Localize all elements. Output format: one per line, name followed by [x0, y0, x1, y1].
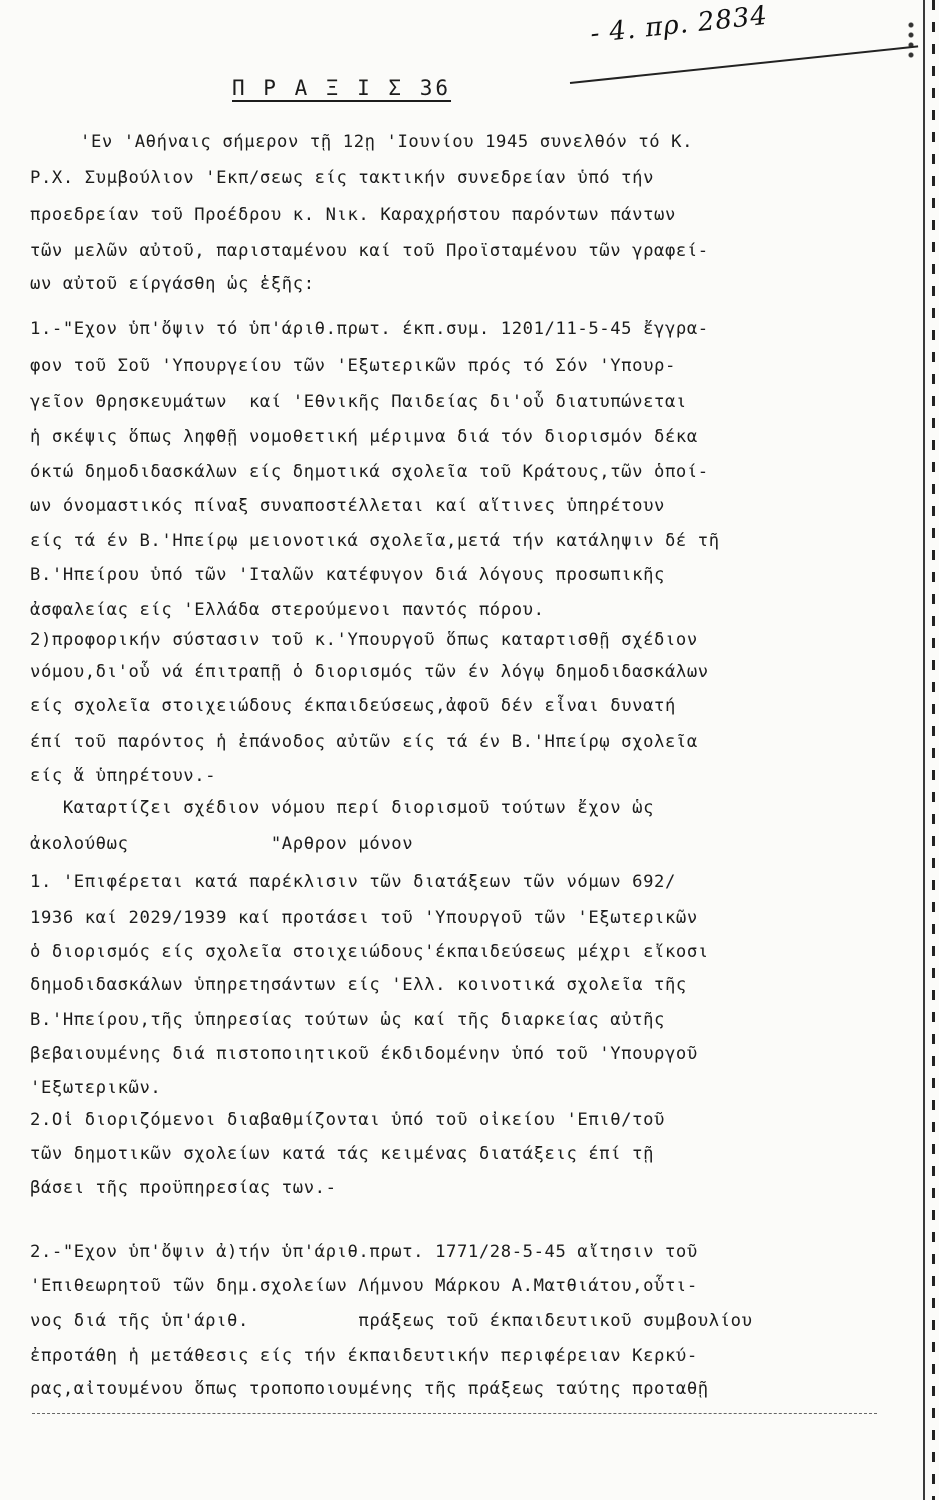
text-line: 2.-"Εχον ὑπ'ὄψιν ἀ)τήν ὑπ'άριθ.πρωτ. 1771/28-5-45 αἴτησιν τοῦ	[30, 1242, 698, 1262]
handwritten-annotation: - 4. πρ. 2834	[588, 0, 770, 50]
annotation-underline	[570, 45, 918, 84]
text-line: 1936 καί 2029/1939 καί προτάσει τοῦ 'Υπουργοῦ τῶν 'Εξωτερικῶν	[30, 908, 698, 928]
text-line: τῶν μελῶν αὐτοῦ, παρισταμένου καί τοῦ Προϊσταμένου τῶν γραφεί-	[30, 241, 709, 261]
text-line: Β.'Ηπείρου ὑπό τῶν 'Ιταλῶν κατέφυγον διά λόγους προσωπικῆς	[30, 565, 665, 585]
text-line: είς τά έν Β.'Ηπείρῳ μειονοτικά σχολεῖα,μετά τήν κατάληψιν δέ τῆ	[30, 531, 720, 551]
text-line: Καταρτίζει σχέδιον νόμου περί διορισμοῦ τούτων ἔχον ὡς	[30, 798, 655, 818]
text-line: βεβαιουμένης διά πιστοποιητικοῦ έκδιδομένην ὑπό τοῦ 'Υπουργοῦ	[30, 1044, 698, 1064]
text-line: ων αὐτοῦ είργάσθη ὡς ἑξῆς:	[30, 274, 315, 294]
text-line: είς σχολεῖα στοιχειώδους έκπαιδεύσεως,ἀφοῦ δέν εἶναι δυνατή	[30, 696, 676, 716]
text-line: 'Επιθεωρητοῦ τῶν δημ.σχολείων Λήμνου Μάρκου Α.Ματθιάτου,οὗτι-	[30, 1276, 698, 1296]
text-line: νος διά τῆς ὑπ'άριθ. πράξεως τοῦ έκπαιδευτικοῦ συμβουλίου	[30, 1311, 753, 1331]
text-line: όκτώ δημοδιδασκάλων είς δημοτικά σχολεῖα τοῦ Κράτους,τῶν ὁποί-	[30, 462, 709, 482]
text-line: νόμου,δι'οὗ νά έπιτραπῇ ὁ διορισμός τῶν έν λόγῳ δημοδιδασκάλων	[30, 662, 709, 682]
text-line: έπί τοῦ παρόντος ἡ ἐπάνοδος αὐτῶν είς τά έν Β.'Ηπείρῳ σχολεῖα	[30, 732, 698, 752]
page-title: Π Ρ Α Ξ Ι Σ 36	[232, 76, 452, 100]
text-line: ἀσφαλείας είς 'Ελλάδα στερούμενοι παντός πόρου.	[30, 600, 545, 620]
text-line: 2.Οἱ διοριζόμενοι διαβαθμίζονται ὑπό τοῦ οἰκείου 'Επιθ/τοῦ	[30, 1110, 665, 1130]
text-line: ἀκολούθως "Αρθρον μόνον	[30, 834, 414, 854]
text-line: 'Εν 'Αθήναις σήμερον τῇ 12ῃ 'Ιουνίου 1945 συνελθόν τό Κ.	[80, 132, 694, 152]
text-line: Ρ.Χ. Συμβούλιον 'Εκπ/σεως είς τακτικήν συνεδρείαν ὑπό τήν	[30, 168, 655, 188]
text-line: τῶν δημοτικῶν σχολείων κατά τάς κειμένας διατάξεις έπί τῇ	[30, 1144, 655, 1164]
text-line: γεῖον Θρησκευμάτων καί 'Εθνικῆς Παιδείας δι'οὗ διατυπώνεται	[30, 392, 687, 412]
text-line: ὁ διορισμός είς σχολεῖα στοιχειώδους'έκπαιδεύσεως μέχρι εἴκοσι	[30, 942, 709, 962]
page-edge-line	[923, 0, 925, 1500]
text-line: προεδρείαν τοῦ Προέδρου κ. Νικ. Καραχρήστου παρόντων πάντων	[30, 205, 676, 225]
page-bottom-rule	[32, 1413, 877, 1415]
text-line: βάσει τῆς προϋπηρεσίας των.-	[30, 1178, 337, 1198]
binding-holes	[907, 20, 915, 60]
text-line: φον τοῦ Σοῦ 'Υπουργείου τῶν 'Εξωτερικῶν πρός τό Σόν 'Υπουρ-	[30, 356, 676, 376]
text-line: ρας,αἰτουμένου ὅπως τροποποιουμένης τῆς πράξεως ταύτης προταθῇ	[30, 1379, 709, 1399]
text-line: ων όνομαστικός πίναξ συναποστέλλεται καί αἵτινες ὑπηρέτουν	[30, 496, 665, 516]
text-line: είς ἅ ὑπηρέτουν.-	[30, 766, 217, 786]
text-line: Β.'Ηπείρου,τῆς ὑπηρεσίας τούτων ὡς καί τῆς διαρκείας αὐτῆς	[30, 1010, 665, 1030]
text-line: δημοδιδασκάλων ὑπηρετησάντων είς 'Ελλ. κοινοτικά σχολεῖα τῆς	[30, 975, 687, 995]
binding-edge	[932, 0, 935, 1500]
text-line: ἡ σκέψις ὅπως ληφθῇ νομοθετική μέριμνα διά τόν διορισμόν δέκα	[30, 427, 698, 447]
text-line: ἐπροτάθη ἡ μετάθεσις είς τήν έκπαιδευτικήν περιφέρειαν Κερκύ-	[30, 1346, 698, 1366]
text-line: 2)προφορικήν σύστασιν τοῦ κ.'Υπουργοῦ ὅπως καταρτισθῇ σχέδιον	[30, 630, 698, 650]
text-line: 'Εξωτερικῶν.	[30, 1078, 162, 1098]
text-line: 1.-"Εχον ὑπ'ὄψιν τό ὑπ'άριθ.πρωτ. έκπ.συμ. 1201/11-5-45 ἔγγρα-	[30, 319, 709, 339]
text-line: 1. 'Επιφέρεται κατά παρέκλισιν τῶν διατάξεων τῶν νόμων 692/	[30, 872, 676, 892]
